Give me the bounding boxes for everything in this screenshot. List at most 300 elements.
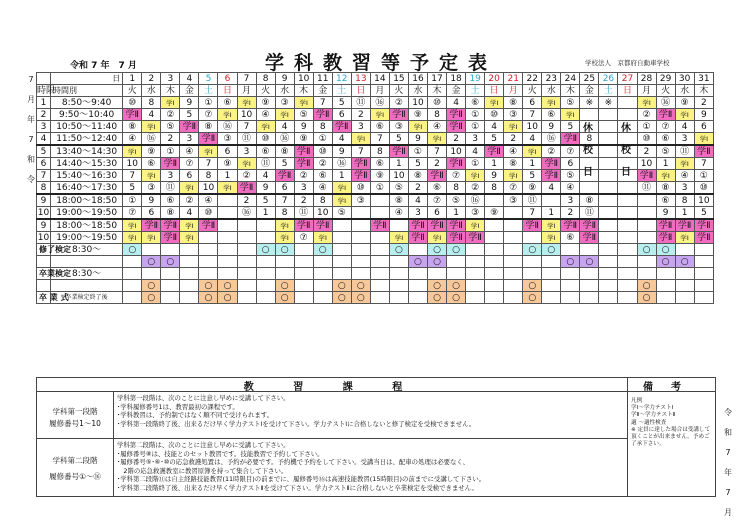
text-line: ･履修番号⑧は、技能とのセット教習です。技能教習で予約して下さい。 xyxy=(117,449,324,458)
lesson-cell: ⑯ xyxy=(218,121,237,133)
lesson-cell: ① xyxy=(408,145,427,158)
lesson-cell: ⑯ xyxy=(332,158,351,170)
lesson-cell: 1 xyxy=(485,158,504,170)
date-header: 6 xyxy=(218,73,237,85)
lesson-cell: ⑪ xyxy=(161,182,180,195)
shuuryou-cell xyxy=(294,244,313,256)
sotsugyou-cell xyxy=(370,268,389,280)
period-header: 時限 xyxy=(37,85,56,96)
lesson-cell: ⑧ xyxy=(123,121,142,133)
lesson-cell: 学Ⅰ xyxy=(142,232,161,244)
shuuryou-cell: ○ xyxy=(313,244,332,256)
stage1-text xyxy=(117,394,623,428)
closed-day-label: 休校日 xyxy=(583,123,593,178)
lesson-cell: 学Ⅱ xyxy=(161,158,180,170)
lesson-cell: 学Ⅰ xyxy=(180,219,199,232)
time-slot: 13:40～14:30 xyxy=(51,145,123,158)
lesson-cell: 3 xyxy=(675,182,694,195)
lesson-cell: 4 xyxy=(447,97,466,109)
text-line: 学科第二段階は、次のことに注意し早めに受講して下さい。 xyxy=(117,441,290,449)
lesson-cell: 5 xyxy=(180,109,199,121)
lesson-cell: ① xyxy=(199,97,218,109)
sotsugyou2-cell xyxy=(561,280,580,292)
text-line: ･履修番号⑤･⑥･⑩の応急救護処置は、予約が必要です。予約機で予約をして下さい。受講当日は、配車の処理は必要なく、 xyxy=(117,458,470,467)
lesson-cell: 学Ⅰ xyxy=(542,219,561,232)
lesson-cell: 学Ⅱ xyxy=(180,121,199,133)
lesson-cell: ③ xyxy=(389,121,408,133)
lesson-cell: 学Ⅱ xyxy=(447,219,466,232)
lesson-cell: 6 xyxy=(561,158,580,170)
lesson-cell: 5 xyxy=(332,97,351,109)
lesson-cell: 10 xyxy=(123,158,142,170)
lesson-cell: 7 xyxy=(523,207,542,220)
sotsugyou2-time xyxy=(51,280,123,292)
period-number: 2 xyxy=(37,109,51,121)
sotsugyou2-cell xyxy=(618,280,637,292)
lesson-cell: 学Ⅰ xyxy=(466,170,485,182)
lesson-cell xyxy=(389,219,408,232)
lesson-cell: ⑤ xyxy=(332,207,351,220)
sotsugyou-cell xyxy=(561,268,580,280)
date-header: 20 xyxy=(485,73,504,85)
lesson-cell: ② xyxy=(294,170,313,182)
lesson-cell: 6 xyxy=(427,207,446,220)
lesson-cell xyxy=(237,232,256,244)
lesson-cell: ⑥ xyxy=(313,170,332,182)
lesson-cell: 9 xyxy=(656,207,675,220)
stage2-title: 学科第二段階 xyxy=(52,456,98,465)
lesson-cell: 学Ⅱ xyxy=(237,182,256,195)
date-header: 5 xyxy=(199,73,218,85)
lesson-cell: ⑯ xyxy=(466,194,485,207)
time-slot: 10:50～11:40 xyxy=(51,121,123,133)
lesson-cell: 1 xyxy=(218,170,237,182)
time-slot: 9:50～10:40 xyxy=(51,109,123,121)
lesson-cell: ⑪ xyxy=(523,194,542,207)
shuuryou2-cell xyxy=(618,256,637,268)
weekday-header: 木 xyxy=(161,85,180,97)
lesson-cell: 4 xyxy=(275,121,294,133)
side-char: 月 xyxy=(27,95,35,104)
lesson-cell: 学Ⅱ xyxy=(313,109,332,121)
lesson-cell: 3 xyxy=(351,121,370,133)
lesson-cell: ⑪ xyxy=(294,207,313,220)
sotsugyou2-cell: ○ xyxy=(275,280,294,292)
lesson-cell: ② xyxy=(466,182,485,195)
lesson-cell: ⑯ xyxy=(142,133,161,146)
lesson-cell: ② xyxy=(237,170,256,182)
lesson-cell xyxy=(599,109,618,121)
lesson-cell: ⑧ xyxy=(504,97,523,109)
shuuryou2-cell xyxy=(351,256,370,268)
lesson-cell: ⑦ xyxy=(199,109,218,121)
lesson-cell: 3 xyxy=(466,133,485,146)
sotsugyoushiki-cell: ○ xyxy=(523,292,542,304)
year-month-label: 令和 7 年 7 月 xyxy=(70,61,137,71)
weekday-header: 日 xyxy=(351,85,370,97)
weekday-header: 木 xyxy=(561,85,580,97)
lesson-cell: 4 xyxy=(466,145,485,158)
lesson-cell: 4 xyxy=(485,121,504,133)
sotsugyoushiki-cell xyxy=(161,292,180,304)
lesson-cell: 3 xyxy=(180,133,199,146)
weekday-header: 火 xyxy=(656,85,675,97)
shuuryou-time: 8:30～ xyxy=(51,244,123,256)
side-date-left xyxy=(26,75,36,195)
sotsugyou-cell xyxy=(351,268,370,280)
sotsugyou2-cell xyxy=(237,280,256,292)
lesson-cell: ④ xyxy=(123,133,142,146)
lesson-cell: 学Ⅱ xyxy=(580,219,599,232)
lesson-cell: 学Ⅰ xyxy=(466,219,485,232)
sotsugyoushiki-cell xyxy=(675,292,694,304)
sotsugyou-cell xyxy=(675,268,694,280)
lesson-cell xyxy=(599,121,618,133)
sotsugyou2-cell xyxy=(542,280,561,292)
lesson-cell: 学Ⅱ xyxy=(199,219,218,232)
weekday-header: 月 xyxy=(637,85,656,97)
school-name: 学校法人 京都府自動車学校 xyxy=(585,59,670,67)
lesson-cell: 学Ⅰ xyxy=(218,109,237,121)
sotsugyou-cell xyxy=(523,268,542,280)
weekday-header: 土 xyxy=(199,85,218,97)
sotsugyou2-cell xyxy=(256,280,275,292)
lesson-cell: ③ xyxy=(351,194,370,207)
lesson-cell: 学Ⅰ xyxy=(237,97,256,109)
lesson-cell: ⑩ xyxy=(256,133,275,146)
lesson-cell: 学Ⅰ xyxy=(504,170,523,182)
weekday-header: 水 xyxy=(675,85,694,97)
shuuryou2-cell xyxy=(256,256,275,268)
lesson-cell: ⑧ xyxy=(408,170,427,182)
lesson-cell: 1 xyxy=(675,207,694,220)
lesson-cell: ⑨ xyxy=(218,158,237,170)
lesson-cell: ⑦ xyxy=(504,182,523,195)
lesson-cell xyxy=(256,219,275,232)
lesson-cell: ④ xyxy=(199,194,218,207)
sotsugyoushiki-cell: ○ xyxy=(351,292,370,304)
lesson-cell: 1 xyxy=(332,170,351,182)
sotsugyou2-cell xyxy=(580,280,599,292)
lesson-cell: ⑧ xyxy=(275,145,294,158)
lesson-cell: ⑩ xyxy=(199,207,218,220)
side-char: 年 xyxy=(27,115,35,124)
lesson-cell: ⑩ xyxy=(427,97,446,109)
weekday-header: 日 xyxy=(218,85,237,97)
shuuryou-cell: ○ xyxy=(637,244,656,256)
lesson-cell xyxy=(599,170,618,182)
sotsugyou-cell xyxy=(218,268,237,280)
period-number: 6 xyxy=(37,158,51,170)
lesson-cell: 学Ⅱ xyxy=(447,109,466,121)
lesson-cell: 2 xyxy=(351,109,370,121)
period-number: 10 xyxy=(37,207,50,218)
sotsugyoushiki-cell xyxy=(237,292,256,304)
side-char: 令 xyxy=(724,408,732,417)
lesson-cell: 4 xyxy=(542,182,561,195)
lesson-cell xyxy=(218,219,237,232)
lesson-cell: ③ xyxy=(504,109,523,121)
lesson-cell: 学Ⅱ xyxy=(275,170,294,182)
sotsugyoushiki-cell xyxy=(180,292,199,304)
lesson-cell: 8 xyxy=(199,170,218,182)
lesson-cell: 学Ⅰ xyxy=(351,133,370,146)
shuuryou2-cell xyxy=(275,256,294,268)
text-line: ･学科第二段階終了後、出来るだけ早く学力テストⅡを受けて下さい。学力テストⅡに合格しないと卒業検定を受検できません。 xyxy=(117,483,478,492)
lesson-cell: 4 xyxy=(332,133,351,146)
lesson-cell: ① xyxy=(466,109,485,121)
lesson-cell: ⑯ xyxy=(237,207,256,220)
sotsugyou-cell xyxy=(485,268,504,280)
sotsugyou2-cell: ○ xyxy=(142,280,161,292)
lesson-cell: 学Ⅱ xyxy=(408,232,427,244)
lesson-cell: 学Ⅰ xyxy=(427,232,446,244)
weekday-header: 月 xyxy=(504,85,523,97)
lesson-cell: ③ xyxy=(504,194,523,207)
text-line: ※ 定員に達した場合は受講して頂くことが出来ません。予めご了承下さい。 xyxy=(631,426,711,448)
shuuryou-cell xyxy=(675,244,694,256)
sotsugyoushiki-cell xyxy=(542,292,561,304)
lesson-cell: 学Ⅱ xyxy=(656,109,675,121)
lesson-cell: 7 xyxy=(313,97,332,109)
lesson-cell xyxy=(618,207,637,220)
date-header: 8 xyxy=(256,73,275,85)
date-header: 23 xyxy=(542,73,561,85)
lesson-cell: ⑧ xyxy=(199,121,218,133)
shuuryou2-cell xyxy=(218,256,237,268)
lesson-cell: 7 xyxy=(199,158,218,170)
shuuryou2-cell xyxy=(294,256,313,268)
lesson-cell: 9 xyxy=(694,109,713,121)
sotsugyou-cell xyxy=(656,268,675,280)
shuuryou-cell xyxy=(561,244,580,256)
lesson-cell xyxy=(351,219,370,232)
lesson-cell: 学Ⅰ xyxy=(408,121,427,133)
lesson-cell: 学Ⅱ xyxy=(694,232,713,244)
shuuryou2-cell xyxy=(637,256,656,268)
lesson-cell: 6 xyxy=(275,182,294,195)
lesson-cell: ⑪ xyxy=(256,158,275,170)
lesson-cell: 学Ⅰ xyxy=(332,182,351,195)
lesson-cell: 2 xyxy=(427,158,446,170)
shuuryou2-cell xyxy=(485,256,504,268)
stage1-range: 履修番号1～10 xyxy=(49,419,101,428)
closed-mark: ※ xyxy=(580,97,599,109)
lesson-cell: 10 xyxy=(313,207,332,220)
stage2-section xyxy=(37,439,628,496)
sotsugyou2-cell: ○ xyxy=(447,280,466,292)
time-slot: 15:40～16:30 xyxy=(51,170,123,182)
lesson-cell: 学Ⅱ xyxy=(656,219,675,232)
lesson-cell: ⑥ xyxy=(466,97,485,109)
sotsugyou2-cell: ○ xyxy=(332,280,351,292)
sotsugyoushiki-cell xyxy=(313,292,332,304)
time-slot: 8:50～9:40 xyxy=(51,97,123,109)
lesson-cell: ② xyxy=(389,97,408,109)
sotsugyoushiki-cell: ○ xyxy=(332,292,351,304)
lesson-cell: 2 xyxy=(637,145,656,158)
sotsugyoushiki-cell xyxy=(504,292,523,304)
date-header: 21 xyxy=(504,73,523,85)
sotsugyoushiki-cell xyxy=(618,292,637,304)
lesson-cell xyxy=(599,145,618,158)
lesson-cell: 学Ⅰ xyxy=(389,232,408,244)
lesson-cell: ⑤ xyxy=(656,145,675,158)
lesson-cell: ⑯ xyxy=(656,97,675,109)
sotsugyou-cell xyxy=(275,268,294,280)
lesson-cell: ⑥ xyxy=(161,194,180,207)
shuuryou-cell: ○ xyxy=(275,244,294,256)
lesson-cell xyxy=(218,232,237,244)
lesson-cell: ⑪ xyxy=(351,97,370,109)
shuuryou2-cell xyxy=(523,256,542,268)
shuuryou-cell: ○ xyxy=(542,244,561,256)
lesson-cell: ⑤ xyxy=(561,170,580,182)
sotsugyou-cell xyxy=(694,268,713,280)
lesson-cell: ④ xyxy=(504,145,523,158)
lesson-cell: ③ xyxy=(218,133,237,146)
sotsugyou2-cell xyxy=(294,280,313,292)
lesson-cell: ⑥ xyxy=(218,97,237,109)
lesson-cell: 8 xyxy=(142,97,161,109)
lesson-cell: 2 xyxy=(408,182,427,195)
lesson-cell: 学Ⅰ xyxy=(485,97,504,109)
sotsugyou2-cell xyxy=(389,280,408,292)
lesson-cell: ⑩ xyxy=(637,133,656,146)
side-char: 和 xyxy=(724,428,732,437)
lesson-cell: 1 xyxy=(447,207,466,220)
lesson-cell: 学Ⅱ xyxy=(313,219,332,232)
shuuryou2-cell: ○ xyxy=(427,256,446,268)
lesson-cell xyxy=(637,194,656,207)
sotsugyou-cell xyxy=(466,268,485,280)
lesson-cell: ⑨ xyxy=(256,97,275,109)
sotsugyou2-cell xyxy=(485,280,504,292)
shuuryou-cell xyxy=(237,244,256,256)
lesson-cell: 3 xyxy=(294,182,313,195)
lesson-cell: 7 xyxy=(351,145,370,158)
lesson-cell: 学Ⅱ xyxy=(694,145,713,158)
lesson-cell: 学Ⅱ xyxy=(694,219,713,232)
lesson-cell: 学Ⅰ xyxy=(275,109,294,121)
lesson-cell: ③ xyxy=(275,97,294,109)
text-line: 2階の応急救護教室に教習原簿を持って集合して下さい。 xyxy=(117,466,288,475)
shuuryou-cell xyxy=(599,244,618,256)
lesson-cell xyxy=(504,232,523,244)
weekday-header: 水 xyxy=(408,85,427,97)
sotsugyoushiki-cell xyxy=(123,292,142,304)
lesson-cell: 5 xyxy=(694,207,713,220)
side-date-right xyxy=(723,408,733,528)
lesson-cell: 9 xyxy=(180,97,199,109)
lesson-cell: ④ xyxy=(313,182,332,195)
lesson-cell: 学Ⅰ xyxy=(694,133,713,146)
weekday-header: 火 xyxy=(256,85,275,97)
lesson-cell: ② xyxy=(542,145,561,158)
date-header: 11 xyxy=(313,73,332,85)
shuuryou2-cell xyxy=(313,256,332,268)
lesson-cell: 3 xyxy=(561,194,580,207)
lesson-cell: 学Ⅱ xyxy=(523,219,542,232)
side-char: 年 xyxy=(724,468,732,477)
lesson-cell: ⑨ xyxy=(294,133,313,146)
date-header: 4 xyxy=(180,73,199,85)
lesson-cell: ③ xyxy=(142,182,161,195)
sotsugyou-cell xyxy=(313,268,332,280)
lesson-cell: 学Ⅱ xyxy=(580,232,599,244)
lesson-cell: ⑪ xyxy=(237,133,256,146)
sotsugyou2-cell: ○ xyxy=(351,280,370,292)
lesson-cell: 8 xyxy=(485,182,504,195)
lesson-cell: ⑨ xyxy=(408,109,427,121)
weekday-header: 月 xyxy=(370,85,389,97)
sotsugyoushiki-note: 卒業検定終了後 xyxy=(51,292,123,304)
lesson-cell: 4 xyxy=(180,207,199,220)
sotsugyoushiki-cell: ○ xyxy=(142,292,161,304)
side-char: 7 xyxy=(28,75,34,84)
lesson-cell: 学Ⅱ xyxy=(408,219,427,232)
sotsugyou-cell xyxy=(408,268,427,280)
date-row-label: 日 xyxy=(51,73,123,85)
lesson-cell: 学Ⅰ xyxy=(427,133,446,146)
lesson-cell: 8 xyxy=(313,194,332,207)
lesson-cell xyxy=(599,194,618,207)
date-header: 27 xyxy=(618,73,637,85)
lesson-cell: 7 xyxy=(523,109,542,121)
shuuryou2-cell xyxy=(332,256,351,268)
lesson-cell: 学Ⅱ xyxy=(447,121,466,133)
weekday-header: 木 xyxy=(294,85,313,97)
lesson-cell: 学Ⅱ xyxy=(199,133,218,146)
lesson-cell: 学Ⅱ xyxy=(161,219,180,232)
lesson-cell: 学Ⅱ xyxy=(161,232,180,244)
lesson-cell: 8 xyxy=(675,194,694,207)
lesson-cell xyxy=(599,232,618,244)
lesson-cell xyxy=(618,219,637,232)
date-header: 19 xyxy=(466,73,485,85)
shuuryou2-cell: ○ xyxy=(580,256,599,268)
lesson-cell xyxy=(637,232,656,244)
closed-day-label: 休校日 xyxy=(621,123,631,178)
sotsugyou2-cell xyxy=(313,280,332,292)
sotsugyou-cell xyxy=(599,268,618,280)
lesson-cell: 学Ⅰ xyxy=(199,145,218,158)
lesson-cell: 学Ⅰ xyxy=(218,182,237,195)
shuuryou-cell: ○ xyxy=(447,244,466,256)
time-slot: 18:00～18:50 xyxy=(51,194,123,207)
lesson-cell: ⑩ xyxy=(485,109,504,121)
lesson-cell: 2 xyxy=(237,194,256,207)
lesson-cell xyxy=(370,207,389,220)
lesson-cell: 学Ⅰ xyxy=(294,97,313,109)
lesson-cell: 9 xyxy=(332,145,351,158)
sotsugyou2-cell xyxy=(466,280,485,292)
lesson-cell: ① xyxy=(466,158,485,170)
weekday-header: 木 xyxy=(427,85,446,97)
sotsugyoushiki-cell: ○ xyxy=(637,292,656,304)
lesson-cell: ⑦ xyxy=(656,121,675,133)
lesson-cell: 4 xyxy=(523,133,542,146)
shuuryou2-cell xyxy=(370,256,389,268)
lesson-cell: 2 xyxy=(447,133,466,146)
date-header: 15 xyxy=(389,73,408,85)
sotsugyou-cell xyxy=(237,268,256,280)
lesson-cell: 6 xyxy=(694,121,713,133)
sotsugyoushiki-label: 卒 業 式 xyxy=(37,292,51,304)
sotsugyou-time: 8:30～ xyxy=(51,268,123,280)
lesson-cell: 5 xyxy=(408,158,427,170)
shuuryou-cell xyxy=(580,244,599,256)
